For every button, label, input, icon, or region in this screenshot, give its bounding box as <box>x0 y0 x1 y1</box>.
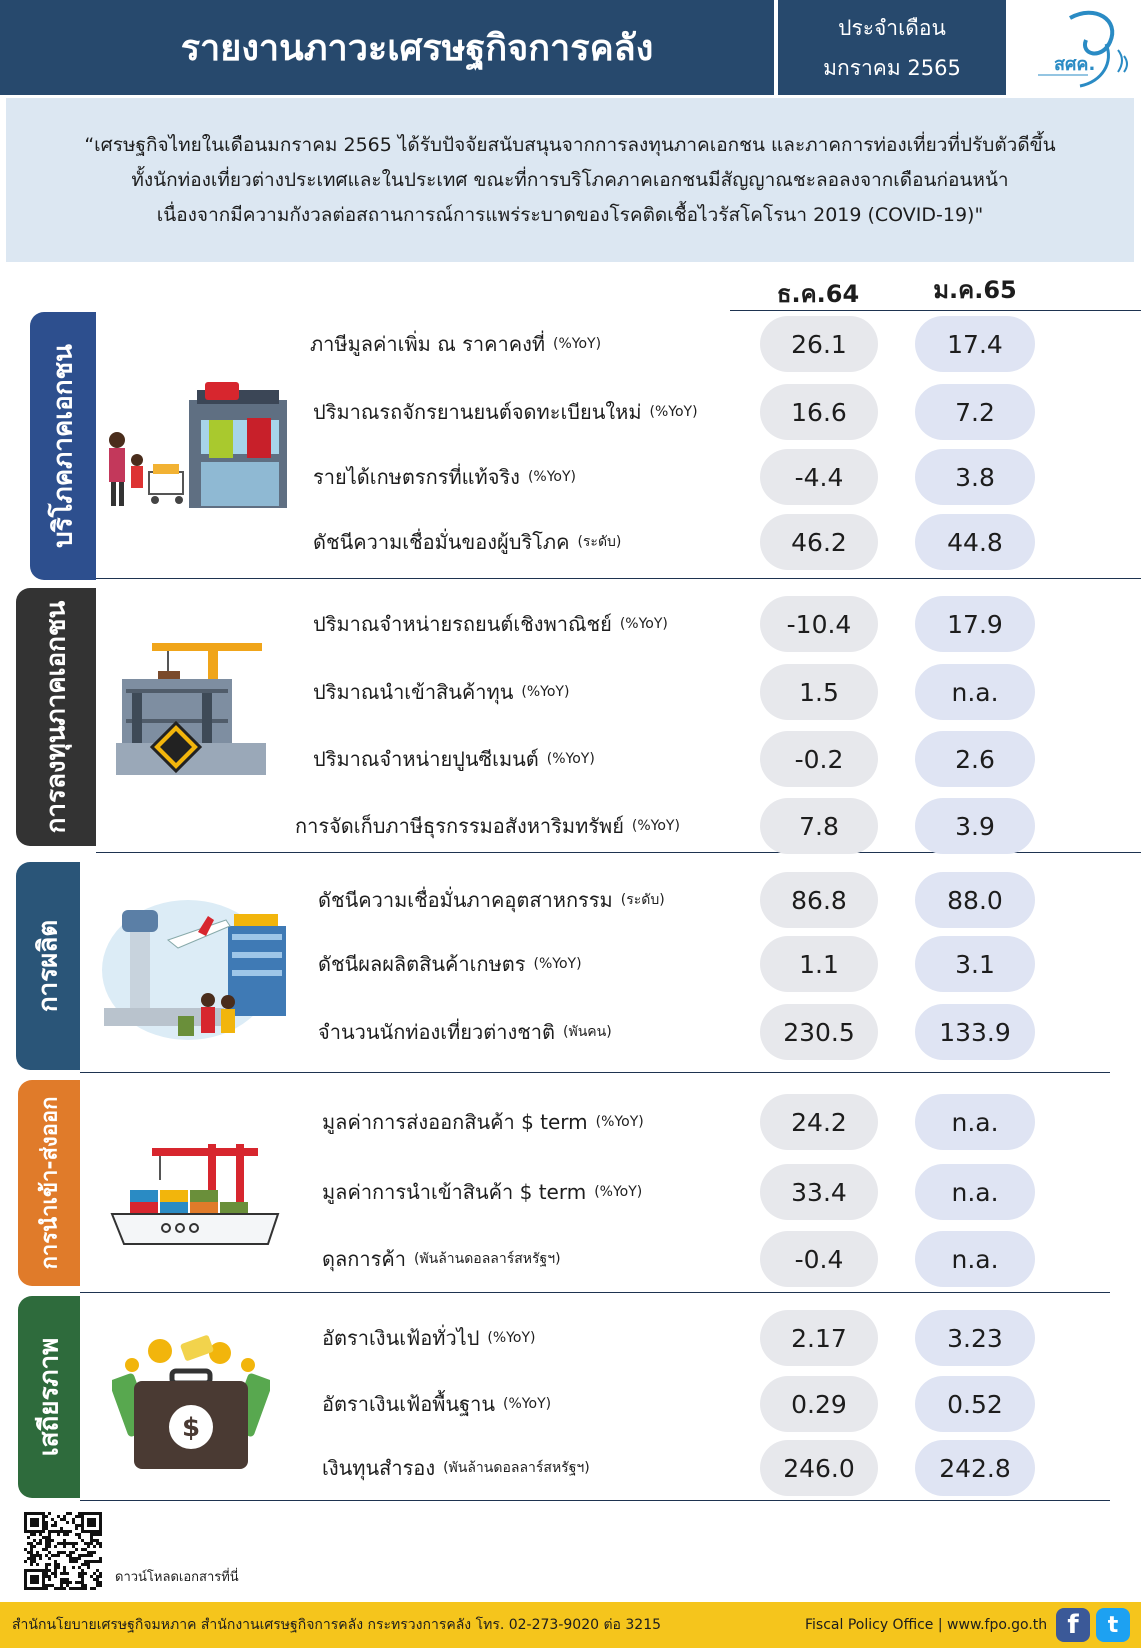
value-dec-64: 16.6 <box>760 384 878 440</box>
summary-box <box>6 98 1134 262</box>
facebook-icon[interactable]: f <box>1056 1608 1090 1642</box>
value-jan-65: n.a. <box>915 664 1035 720</box>
indicator-row <box>0 868 1141 932</box>
indicator-unit: (%YoY) <box>527 469 576 485</box>
indicator-unit: (%YoY) <box>619 616 668 632</box>
value-dec-64: -0.2 <box>760 731 878 787</box>
indicator-row <box>0 1000 1141 1064</box>
value-dec-64: 0.29 <box>760 1376 878 1432</box>
indicator-name: อัตราเงินเฟ้อพื้นฐาน <box>322 1392 496 1416</box>
indicator-label <box>318 1000 612 1064</box>
summary-line: “เศรษฐกิจไทยในเดือนมกราคม 2565 ได้รับปัจจัยสนับสนุนจากการลงทุนภาคเอกชน และภาคการท่องเที่ยวที่ปรับตัวดีขึ้น <box>84 133 1056 156</box>
indicator-name: มูลค่าการนำเข้าสินค้า $ term <box>322 1180 587 1204</box>
indicator-row <box>0 1090 1141 1154</box>
indicator-row <box>0 1436 1141 1500</box>
indicator-label <box>322 1160 642 1224</box>
indicator-label <box>313 592 668 656</box>
section-label: การลงทุนภาคเอกชน <box>41 600 72 834</box>
value-jan-65: 44.8 <box>915 514 1035 570</box>
column-header-dec: ธ.ค.64 <box>776 280 860 308</box>
value-jan-65: n.a. <box>915 1094 1035 1150</box>
indicator-label <box>295 794 680 858</box>
section-divider <box>80 1072 1110 1073</box>
indicator-row <box>0 1306 1141 1370</box>
indicator-label <box>322 1090 644 1154</box>
indicator-unit: (%YoY) <box>594 1184 643 1200</box>
value-dec-64: 230.5 <box>760 1004 878 1060</box>
section-label: การนำเข้า-ส่งออก <box>37 1096 63 1270</box>
indicator-label <box>318 932 582 996</box>
indicator-unit: (%YoY) <box>546 751 595 767</box>
value-dec-64: 86.8 <box>760 872 878 928</box>
value-jan-65: 3.23 <box>915 1310 1035 1366</box>
indicator-row <box>0 1160 1141 1224</box>
twitter-icon[interactable]: t <box>1096 1608 1130 1642</box>
indicator-name: ภาษีมูลค่าเพิ่ม ณ ราคาคงที่ <box>310 332 546 356</box>
value-dec-64: 246.0 <box>760 1440 878 1496</box>
value-dec-64: 24.2 <box>760 1094 878 1150</box>
fpo-logo <box>1010 0 1141 95</box>
value-dec-64: 2.17 <box>760 1310 878 1366</box>
indicator-unit: (%YoY) <box>631 818 680 834</box>
value-dec-64: -4.4 <box>760 449 878 505</box>
value-dec-64: 46.2 <box>760 514 878 570</box>
summary-line: เนื่องจากมีความกังวลต่อสถานการณ์การแพร่ระบาดของโรคติดเชื้อไวรัสโคโรนา 2019 (COVID-19)" <box>156 203 984 226</box>
indicator-name: ปริมาณนำเข้าสินค้าทุน <box>313 680 514 704</box>
indicator-row <box>0 445 1141 509</box>
value-dec-64: -10.4 <box>760 596 878 652</box>
value-jan-65: 2.6 <box>915 731 1035 787</box>
value-dec-64: 1.1 <box>760 936 878 992</box>
indicator-name: เงินทุนสำรอง <box>322 1456 436 1480</box>
value-jan-65: 7.2 <box>915 384 1035 440</box>
footer-contact: สำนักนโยบายเศรษฐกิจมหภาค สำนักงานเศรษฐกิจการคลัง กระทรวงการคลัง โทร. 02-273-9020 ต่อ 3215 <box>12 1617 662 1633</box>
value-dec-64: 7.8 <box>760 798 878 854</box>
indicator-name: การจัดเก็บภาษีธุรกรรมอสังหาริมทรัพย์ <box>295 814 624 838</box>
value-jan-65: 3.1 <box>915 936 1035 992</box>
value-dec-64: -0.4 <box>760 1231 878 1287</box>
indicator-label <box>322 1227 561 1291</box>
indicator-label <box>310 312 601 376</box>
indicator-name: ปริมาณรถจักรยานยนต์จดทะเบียนใหม่ <box>313 400 642 424</box>
column-header-jan: ม.ค.65 <box>933 276 1017 304</box>
footer-website[interactable]: Fiscal Policy Office | www.fpo.go.th <box>805 1617 1048 1633</box>
indicator-label <box>313 727 595 791</box>
indicator-unit: (%YoY) <box>487 1330 536 1346</box>
value-jan-65: 242.8 <box>915 1440 1035 1496</box>
indicator-row <box>0 1227 1141 1291</box>
indicator-unit: (พันล้านดอลลาร์สหรัฐฯ) <box>443 1460 590 1476</box>
qr-code-icon[interactable] <box>24 1512 102 1590</box>
indicator-row <box>0 1372 1141 1436</box>
value-jan-65: n.a. <box>915 1164 1035 1220</box>
section-label: เสถียรภาพ <box>34 1337 65 1457</box>
indicator-row <box>0 510 1141 574</box>
indicator-row <box>0 794 1141 858</box>
indicator-name: จำนวนนักท่องเที่ยวต่างชาติ <box>318 1020 556 1044</box>
value-jan-65: 17.4 <box>915 316 1035 372</box>
indicator-label <box>322 1436 590 1500</box>
qr-caption: ดาวน์โหลดเอกสารที่นี่ <box>115 1570 239 1585</box>
indicator-unit: (พันคน) <box>563 1024 612 1040</box>
footer-bar <box>0 1602 1141 1648</box>
indicator-unit: (%YoY) <box>649 404 698 420</box>
indicator-unit: (%YoY) <box>533 956 582 972</box>
indicator-label <box>322 1372 551 1436</box>
indicator-name: มูลค่าการส่งออกสินค้า $ term <box>322 1110 588 1134</box>
indicator-name: ดุลการค้า <box>322 1247 406 1271</box>
report-title: รายงานภาวะเศรษฐกิจการคลัง <box>180 28 654 69</box>
indicator-row <box>0 660 1141 724</box>
logo-text: สศค. <box>1054 54 1096 75</box>
indicator-row <box>0 932 1141 996</box>
indicator-row <box>0 380 1141 444</box>
indicator-name: รายได้เกษตรกรที่แท้จริง <box>313 465 520 489</box>
indicator-label <box>313 380 698 444</box>
indicator-unit: (%YoY) <box>553 336 602 352</box>
indicator-name: ปริมาณจำหน่ายรถยนต์เชิงพาณิชย์ <box>313 612 612 636</box>
value-jan-65: 17.9 <box>915 596 1035 652</box>
indicator-name: ดัชนีผลผลิตสินค้าเกษตร <box>318 952 526 976</box>
indicator-unit: (%YoY) <box>521 684 570 700</box>
indicator-name: อัตราเงินเฟ้อทั่วไป <box>322 1326 480 1350</box>
section-divider <box>96 578 1141 579</box>
section-divider <box>80 1500 1110 1501</box>
value-jan-65: 3.9 <box>915 798 1035 854</box>
report-title-bar <box>0 0 774 95</box>
indicator-unit: (%YoY) <box>503 1396 552 1412</box>
value-jan-65: 88.0 <box>915 872 1035 928</box>
indicator-name: ดัชนีความเชื่อมั่นภาคอุตสาหกรรม <box>318 888 613 912</box>
value-dec-64: 26.1 <box>760 316 878 372</box>
value-jan-65: 0.52 <box>915 1376 1035 1432</box>
indicator-unit: (ระดับ) <box>620 892 665 908</box>
header-divider <box>730 310 1141 311</box>
indicator-label <box>313 445 576 509</box>
indicator-name: ดัชนีความเชื่อมั่นของผู้บริโภค <box>313 530 570 554</box>
indicator-label <box>313 660 569 724</box>
value-dec-64: 1.5 <box>760 664 878 720</box>
indicator-name: ปริมาณจำหน่ายปูนซีเมนต์ <box>313 747 539 771</box>
indicator-row <box>0 592 1141 656</box>
value-jan-65: 133.9 <box>915 1004 1035 1060</box>
report-period-box <box>778 0 1006 95</box>
indicator-unit: (พันล้านดอลลาร์สหรัฐฯ) <box>413 1251 561 1267</box>
indicator-unit: (%YoY) <box>595 1114 644 1130</box>
period-value: มกราคม 2565 <box>823 55 961 80</box>
summary-line: ทั้งนักท่องเที่ยวต่างประเทศและในประเทศ ขณะที่การบริโภคภาคเอกชนมีสัญญาณชะลอลงจากเดือนก่อนหน้า <box>131 168 1009 191</box>
section-label: บริโภคภาคเอกชน <box>48 344 79 548</box>
section-divider <box>80 1292 1110 1293</box>
period-label: ประจำเดือน <box>838 15 946 40</box>
value-jan-65: 3.8 <box>915 449 1035 505</box>
indicator-label <box>318 868 665 932</box>
svg-text:$: $ <box>181 1413 201 1443</box>
value-jan-65: n.a. <box>915 1231 1035 1287</box>
section-label: การผลิต <box>33 919 64 1013</box>
indicator-unit: (ระดับ) <box>577 534 622 550</box>
indicator-label <box>322 1306 535 1370</box>
indicator-row <box>0 312 1141 376</box>
indicator-row <box>0 727 1141 791</box>
value-dec-64: 33.4 <box>760 1164 878 1220</box>
indicator-label <box>313 510 621 574</box>
